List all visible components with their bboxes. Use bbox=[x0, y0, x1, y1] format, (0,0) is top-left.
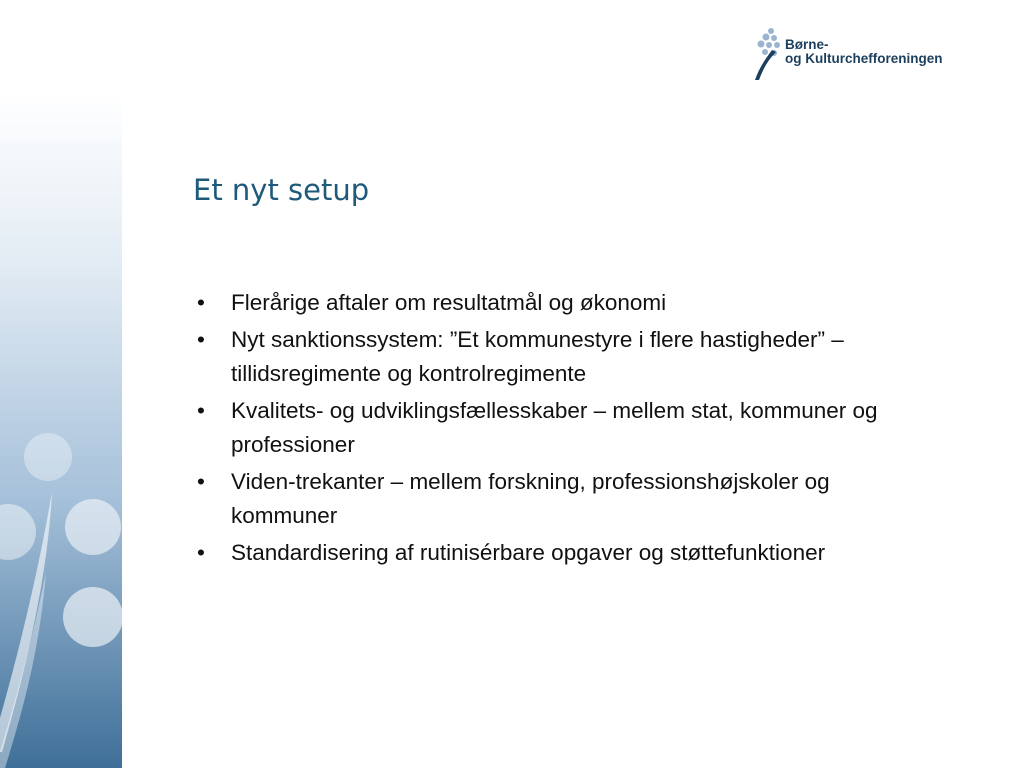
organization-logo bbox=[752, 26, 962, 82]
bullet-item bbox=[193, 394, 893, 462]
decorative-side-band bbox=[0, 92, 122, 768]
bullet-marker: • bbox=[197, 290, 205, 315]
people-dots-icon bbox=[752, 26, 786, 82]
bullet-marker: • bbox=[197, 469, 205, 494]
bullet-text: Viden-trekanter – mellem forskning, professionshøjskoler og kommuner bbox=[231, 469, 830, 528]
logo-text bbox=[785, 38, 943, 66]
bubble-1 bbox=[24, 433, 72, 481]
bullet-list bbox=[193, 286, 893, 573]
bullet-text: Kvalitets- og udviklingsfællesskaber – mellem stat, kommuner og professioner bbox=[231, 398, 878, 457]
bullet-item bbox=[193, 323, 893, 391]
bullet-text: Flerårige aftaler om resultatmål og økonomi bbox=[231, 290, 667, 315]
bullet-text: Standardisering af rutinisérbare opgaver og støttefunktioner bbox=[231, 540, 826, 565]
logo-line-2: og Kulturchefforeningen bbox=[785, 51, 943, 66]
logo-line-1: Børne- bbox=[785, 37, 829, 52]
bullet-marker: • bbox=[197, 398, 205, 423]
bullet-item bbox=[193, 465, 893, 533]
bullet-marker: • bbox=[197, 327, 205, 352]
bullet-item bbox=[193, 536, 893, 570]
bullet-item bbox=[193, 286, 893, 320]
bubble-2 bbox=[65, 499, 121, 555]
bullet-marker: • bbox=[197, 540, 205, 565]
slide-title: Et nyt setup bbox=[193, 173, 370, 207]
bubble-3 bbox=[63, 587, 122, 647]
bubbles-decoration bbox=[0, 92, 122, 768]
bullet-text: Nyt sanktionssystem: ”Et kommunestyre i flere hastigheder” – tillidsregimente og kontrolregimente bbox=[231, 327, 844, 386]
